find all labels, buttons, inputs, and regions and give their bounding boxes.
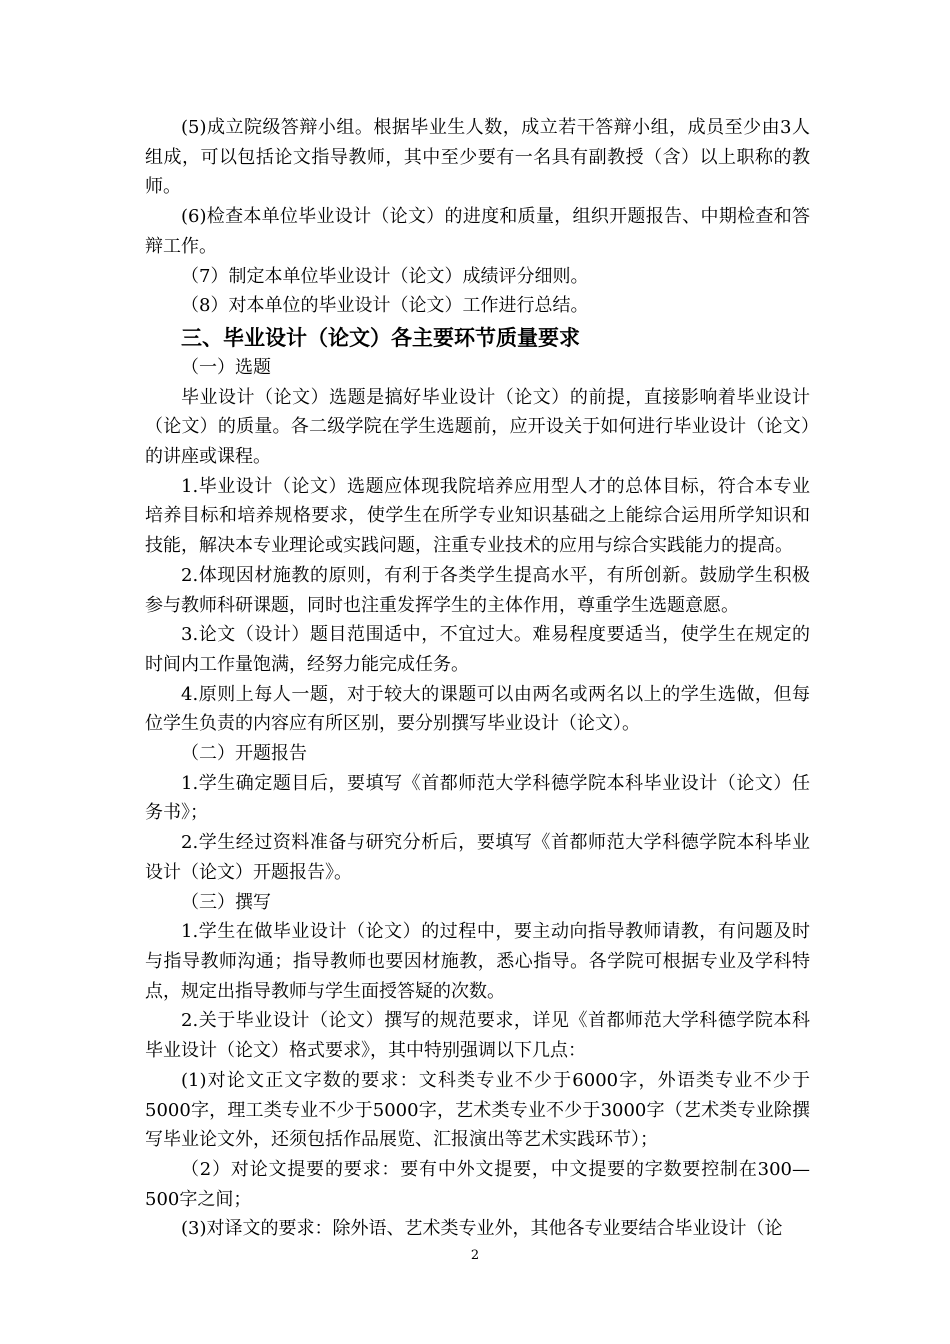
page-number: 2 bbox=[470, 1248, 480, 1263]
paragraph: 4.原则上每人一题，对于较大的课题可以由两名或两名以上的学生选做，但每位学生负责的内容应有所区别，要分别撰写毕业设计（论文）。 bbox=[145, 683, 810, 735]
paragraph: 毕业设计（论文）选题是搞好毕业设计（论文）的前提，直接影响着毕业设计（论文）的质量。各二级学院在学生选题前，应开设关于如何进行毕业设计（论文）的讲座或课程。 bbox=[145, 386, 810, 468]
paragraph: （7）制定本单位毕业设计（论文）成绩评分细则。 bbox=[181, 265, 589, 287]
paragraph: （2）对论文提要的要求：要有中外文提要，中文提要的字数要控制在300—500字之间； bbox=[145, 1158, 810, 1210]
paragraph: 2.关于毕业设计（论文）撰写的规范要求，详见《首都师范大学科德学院本科毕业设计（论文）格式要求》，其中特别强调以下几点： bbox=[145, 1010, 810, 1062]
paragraph: （8）对本单位的毕业设计（论文）工作进行总结。 bbox=[181, 295, 589, 317]
paragraph: 1.学生确定题目后，要填写《首都师范大学科德学院本科毕业设计（论文）任务书》； bbox=[145, 772, 810, 824]
section-heading: 三、毕业设计（论文）各主要环节质量要求 bbox=[181, 325, 580, 350]
paragraph: 2.体现因材施教的原则，有利于各类学生提高水平，有所创新。鼓励学生积极参与教师科研课题，同时也注重发挥学生的主体作用，尊重学生选题意愿。 bbox=[145, 564, 810, 616]
paragraph: 1.毕业设计（论文）选题应体现我院培养应用型人才的总体目标，符合本专业培养目标和培养规格要求，使学生在所学专业知识基础之上能综合运用所学知识和技能，解决本专业理论或实践问题，注重专业技术的应用与综合实践能力的提高。 bbox=[145, 475, 810, 557]
paragraph: (5)成立院级答辩小组。根据毕业生人数，成立若干答辩小组，成员至少由3人组成，可以包括论文指导教师，其中至少要有一名具有副教授（含）以上职称的教师。 bbox=[145, 117, 810, 198]
paragraph: 1.学生在做毕业设计（论文）的过程中，要主动向指导教师请教，有问题及时与指导教师沟通；指导教师也要因材施教，悉心指导。各学院可根据专业及学科特点，规定出指导教师与学生面授答疑的次数。 bbox=[145, 921, 810, 1002]
subsection-heading: （二）开题报告 bbox=[181, 743, 307, 765]
document-body bbox=[145, 113, 810, 1244]
paragraph: (3)对译文的要求：除外语、艺术类专业外，其他各专业要结合毕业设计（论 bbox=[181, 1218, 783, 1240]
subsection-heading: （一）选题 bbox=[181, 356, 271, 378]
subsection-heading: （三）撰写 bbox=[181, 891, 271, 913]
paragraph: 2.学生经过资料准备与研究分析后，要填写《首都师范大学科德学院本科毕业设计（论文）开题报告》。 bbox=[145, 832, 810, 883]
paragraph: 3.论文（设计）题目范围适中，不宜过大。难易程度要适当，使学生在规定的时间内工作量饱满，经努力能完成任务。 bbox=[145, 624, 810, 675]
paragraph: (1)对论文正文字数的要求：文科类专业不少于6000字，外语类专业不少于5000字，理工类专业不少于5000字，艺术类专业不少于3000字（艺术类专业除撰写毕业论文外，还须包括作品展览、汇报演出等艺术实践环节）； bbox=[145, 1069, 810, 1151]
paragraph: (6)检查本单位毕业设计（论文）的进度和质量，组织开题报告、中期检查和答辩工作。 bbox=[145, 206, 810, 257]
